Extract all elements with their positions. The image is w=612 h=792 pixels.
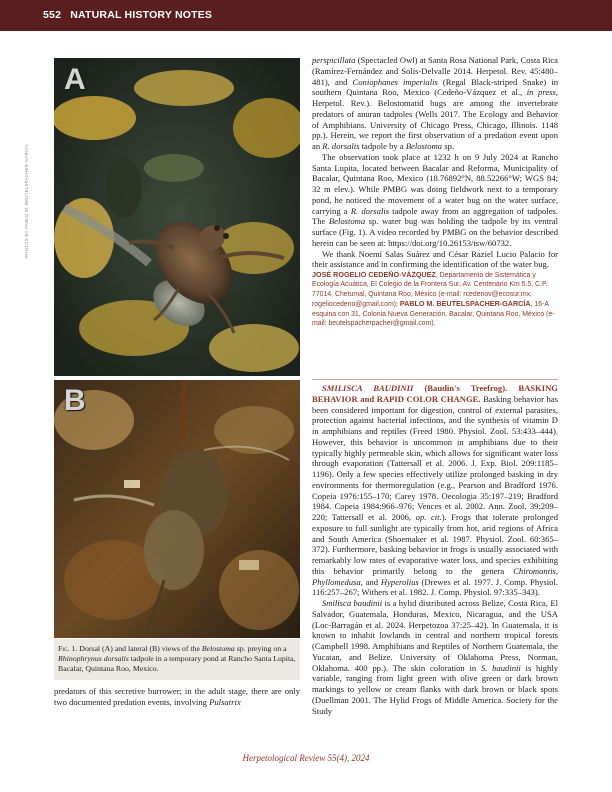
acknowledgments: We thank Noemí Salas Suárez and César Raziel Lucio Palacio for their assistance and in confirming the identification of the water bug. xyxy=(312,248,558,270)
note-species-heading: SMILISCA BAUDINII xyxy=(322,383,414,393)
body-text: tadpole away from an aggregation of tadpoles. The xyxy=(312,205,558,227)
caption-fig-label: Fig. 1. xyxy=(58,644,78,653)
species-name: perspicillata xyxy=(312,55,356,65)
panel-label-a: A xyxy=(64,63,86,96)
left-column-text xyxy=(54,686,300,708)
page-number: 552 xyxy=(43,9,62,21)
body-text: is highly variable, ranging from light green with olive green or dark brown markings to yellow or cream flanks with dark brown or black spots (Duellman 2001. The Hylid Frogs of Middle America. Society for the Study xyxy=(312,662,559,716)
caption-genus: Belostoma xyxy=(201,644,235,653)
caption-text: sp. preying on a xyxy=(234,644,287,653)
panel-label-b: B xyxy=(64,384,86,417)
right-column-second-note xyxy=(312,383,558,716)
note-common-name: (Baudin's Treefrog). xyxy=(413,383,519,393)
species-name: Coniophanes imperialis xyxy=(352,76,438,87)
species-name: Belostoma xyxy=(405,141,443,151)
body-text: is a hylid distributed across Belize, Costa Rica, El Salvador, Guatemala, Honduras, Mexico, Nicaragua, and the USA (Loc-Barragán et al. 2024. Herpetozoa 37:25–42). In Guatemala, it is known to inhabit lowlands in central and northern tropical forests (Campbell 1998. Amphibians and Reptiles of Northern Guatemala, the Yucatan, and Belize. University of Oklahoma Press, Norman, Oklahoma. 400 pp.). The skin coloration in xyxy=(312,598,558,673)
paragraph-distribution xyxy=(312,598,558,716)
species-name: Belostoma xyxy=(328,216,366,227)
body-text: Basking behavior has been considered important for digestion, control of external parasites, protection against bacterial infections, and the synthesis of vitamin D in amphibians and reptiles (Freed 1980. Physiol. Zool. 53:433–444). However, this behavior is uncommon in amphibians due to their typically highly permeable skin, which allows for significant water loss through evaporation (Tattersall et al. 2006. J. Exp. Biol. 209:1185–1196). Only a few species effectively utilize prolonged basking in dry environments for thermoregulation (e.g., Pearson and Bradford 1976. Copeia 1976:155–170; Carey 1978. Oecologia 35:197–219; Bradford 1984. Copeia 1984:966–976; Vences et al. 2002. Ann. Zool. 39:209–220; Tattersall et al. 2006, xyxy=(312,393,558,522)
author-name: JOSÉ ROGELIO CEDEÑO-VÁZQUEZ xyxy=(312,270,436,279)
body-text: sp. xyxy=(442,141,455,151)
caption-species: Rhinophrynus dorsalis xyxy=(58,653,129,663)
author-block xyxy=(312,270,558,328)
italic-text: in press, xyxy=(526,87,559,98)
species-name: S. baudinii xyxy=(480,662,521,673)
running-header xyxy=(43,9,212,21)
body-text: The observation took place at 1232 h on 9 July 2024 at Rancho Santa Lupita, located between Bacalar and Reforma, Municipality of Bacalar, Quintana Roo, Mexico (18.76892°N, 88.52266°W; WGS 84; 32 m elev.). While PMBG was doing fieldwork next to a temporary pond, he noticed the movement of a water bug on the water surface, carrying a xyxy=(312,151,558,216)
note-heading-paragraph xyxy=(312,383,558,598)
genus-names: Chiromantis, Phyllomedusa, xyxy=(312,565,558,587)
body-text: Herpetol. Rev.). Belostomatid bugs are among the invertebrate predators of anuran tadpoles (Wells 2017. The Ecology and Behavior of Amphibians. University of Chicago Press, Chicago, Illinois. 1148 pp.). Herein, we report the first observation of a predation event upon an xyxy=(312,98,558,151)
right-column xyxy=(312,55,558,328)
paragraph-2 xyxy=(312,152,558,249)
author-name: PABLO M. BEUTELSPACHER-GARCÍA xyxy=(399,299,531,309)
author-affiliation: , 16-A esquina con 31, Colonia Nueva Generación, Bacalar, Quintana Roo, México (e-mail: beutelspacherpacher@gmail.com). xyxy=(312,301,555,328)
figure-photo-b xyxy=(54,380,300,638)
species-name: R. dorsalis xyxy=(350,205,390,216)
note-divider xyxy=(312,379,558,380)
body-text: and xyxy=(362,576,381,587)
species-name: Smilisca baudinii xyxy=(322,598,383,608)
body-text: ). Frogs that tolerate prolonged exposure to full sunlight are typically from hot, arid regions of Africa and South America (Shoemaker et al. 1987. Physiol. Zool. 60:365–372). Furthermore, basking behavior in frogs is usually associated with remarkably low rates of evaporative water loss, and species exhibiting this behavior primarily belong to the genera xyxy=(312,512,558,576)
body-text: (Regal Black-striped Snake) in southern Quintana Roo, Mexico (Cedeño-Vázquez et al., xyxy=(312,76,558,98)
figure-caption xyxy=(58,644,298,674)
note-topic: BASKING BEHAVIOR and RAPID COLOR CHANGE. xyxy=(312,383,558,404)
body-text: (Spectacled Owl) at Santa Rosa National Park, Costa Rica (Ramírez-Fernández and Solís-Delvalle 2014. Herpetol. Rev. 45:480–481), and xyxy=(312,55,558,87)
paragraph-1 xyxy=(312,55,558,152)
figure-photo-a xyxy=(54,58,300,376)
photo-a-image xyxy=(54,58,300,376)
species-name: Pulsatrix xyxy=(209,696,241,707)
journal-footer: Herpetological Review 55(4), 2024 xyxy=(242,753,370,763)
body-text: (Drewes et al. 1977. J. Comp. Physiol. 116:257–267; Withers et al. 1982. J. Comp. Physiol. 97:335–343). xyxy=(312,576,558,598)
body-text: predators of this secretive burrower; in the adult stage, there are only two documented predation events, involving xyxy=(54,686,300,707)
section-title: NATURAL HISTORY NOTES xyxy=(70,9,213,21)
photo-credit: PHOTOS BY PABLO M. BEUTELSPACHER-GARCÍA xyxy=(24,143,29,258)
genus-names: Hyperolius xyxy=(380,576,419,587)
author-affiliation: , Departamento de Sistemática y Ecología Acuática, El Colegio de la Frontera Sur, Av. Centenario Km 5.5, C.P. 77014, Chetumal, Quintana Roo, México (e-mail: rcedenov@ecosur.mx; rogeliocedeno@gmail.com); xyxy=(312,272,548,309)
photo-b-image xyxy=(54,380,300,638)
species-name: R. dorsalis xyxy=(322,141,360,151)
body-text: sp. water bug was holding the tadpole by its ventral surface (Fig. 1). A video recorded by PMBG on the behavior described herein can be seen at: https://doi.org/10.26153/tsw/60732. xyxy=(312,216,558,248)
italic-text: op. cit. xyxy=(415,512,442,522)
body-text: tadpole by a xyxy=(359,141,406,151)
caption-text: tadpole in a temporary pond at Rancho Santa Lupita, Bacalar, Quintana Roo, Mexico. xyxy=(58,653,296,673)
caption-text: Dorsal (A) and lateral (B) views of the xyxy=(77,644,202,653)
